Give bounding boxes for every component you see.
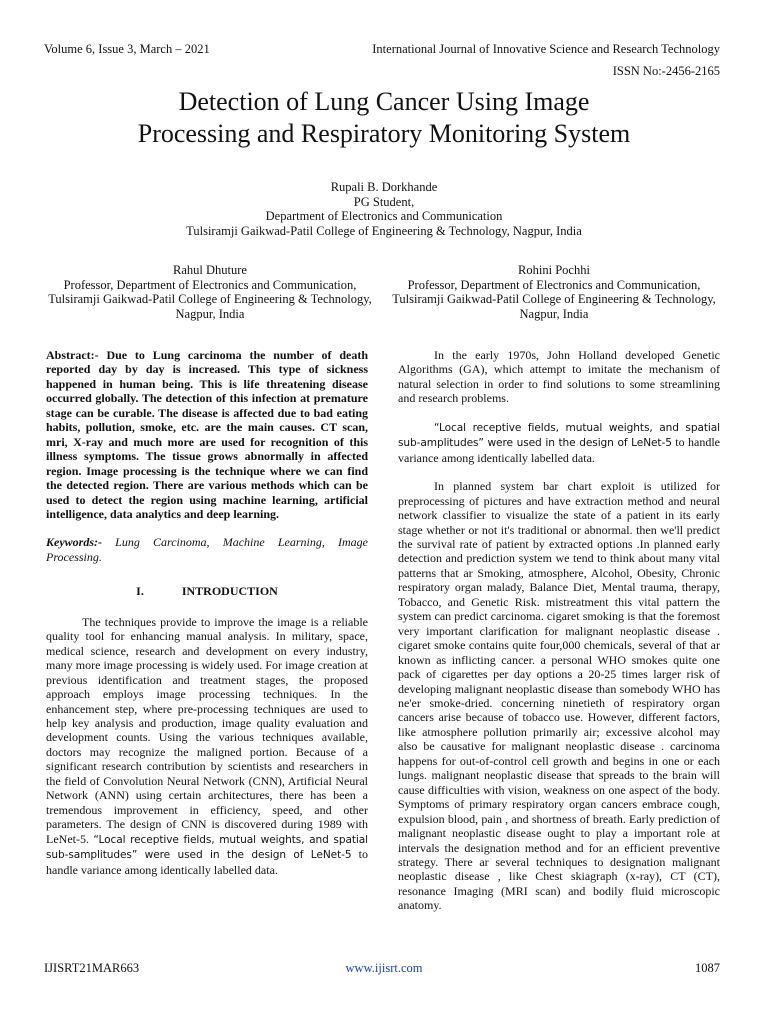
abstract: Abstract:- Due to Lung carcinoma the number of death reported day by day is increased. This type of sickness happened in human being. This is life threatening disease occurred globally. The detection of this infection at premature stage can be curable. The disease is affected due to bad eating habits, pollution, smoke, etc. are the main causes. CT scan, mri, X-ray and much more are used for recognition of this illness symptoms. The tissue grows abnormally in affected region. Image processing is the technique where we can find the detected region. There are various methods which can be used to detect the region using machine learning, artificial intelligence, data analytics and deep learning.	[46, 348, 368, 521]
author-name: Rahul Dhuture	[173, 263, 247, 277]
volume-info: Volume 6, Issue 3, March – 2021	[44, 42, 210, 56]
author-name: Rupali B. Dorkhande	[330, 180, 438, 194]
journal-url[interactable]: www.ijisrt.com	[345, 961, 423, 975]
section-title: INTRODUCTION	[181, 584, 278, 599]
author-name: Rohini Pochhi	[518, 263, 590, 277]
author-dept: Department of Electronics and Communication	[265, 209, 503, 223]
section-heading	[46, 584, 368, 598]
author-city: Nagpur, India	[519, 306, 589, 321]
intro-quote: “Local receptive fields, mutual weights, and spatial sub-samplitudes” were used in the design of LeNet-5	[46, 833, 368, 862]
paragraph-system: In planned system bar chart exploit is utilized for preprocessing of pictures and have extraction method and neural network classifier to visualize the state of a patient in its early stage whether or not it's traditional or abnormal. then we'll predict the survival rate of patient by extracted options .In planned early detection and prediction system we tend to think about many vital patterns that ar Smoking, atmosphere, Alcohol, Obesity, Chronic respiratory organ malady, Balance Diet, Mental trauma, therapy, Tobacco, and Genetic Risk. mistreatment this vital pattern the system can predict carcinoma. cigaret smoking is that the foremost very important clarification for malignant neoplastic disease . cigaret smoke contains quite four,000 chemicals, several of that ar known as inflicting cancer. a personal WHO smokes quite one pack of cigarettes per day options a 20-25 times larger risk of developing malignant neoplastic disease than somebody WHO has ne'er smoke-dried. concerning ninetieth of respiratory organ cancers arise because of tobacco use. However, different factors, like atmosphere pollution primarily air; excessive alcohol may also be causative for malignant neoplastic disease . carcinoma happens for out-of-control cell growth and begins in one or each lungs. malignant neoplastic disease that spreads to the brain will cause difficulties with vision, weakness on one aspect of the body. Symptoms of primary respiratory organ cancers embrace cough, expulsion blood, pain , and shortness of breath. Early prediction of malignant neoplastic disease ought to play a important role at intervals the designation method and for an efficient preventive strategy. There ar several techniques to designation malignant neoplastic disease , like Chest skiagraph (x-ray), CT (CT), resonance Imaging (MRI scan) and bodily fluid microscopic anatomy.	[398, 479, 720, 913]
left-column	[46, 348, 368, 877]
section-number: I.	[136, 584, 144, 599]
page-number: 1087	[695, 961, 720, 975]
keywords	[46, 535, 368, 564]
lenet-quote: “Local receptive fields, mutual weights, and spatial sub-amplitudes” were used in the design of LeNet-5	[398, 421, 720, 450]
author-block-1	[40, 180, 728, 238]
author-college: Tulsiramji Gaikwad-Patil College of Engineering & Technology,	[48, 292, 372, 306]
issn: ISSN No:-2456-2165	[612, 64, 720, 78]
author-college: Tulsiramji Gaikwad-Patil College of Engineering & Technology, Nagpur, India	[186, 223, 582, 238]
author-role: PG Student,	[353, 194, 415, 209]
paper-title	[40, 86, 728, 150]
author-city: Nagpur, India	[175, 306, 245, 321]
keywords-label: Keywords:-	[46, 535, 102, 550]
keywords-text: Lung Carcinoma, Machine Learning, Image Processing.	[46, 535, 369, 564]
journal-name: International Journal of Innovative Science and Research Technology	[372, 42, 720, 56]
lenet-text-end: to handle variance among identically labelled data.	[398, 435, 721, 465]
title-line-2: Processing and Respiratory Monitoring System	[137, 119, 631, 148]
paragraph-ga: In the early 1970s, John Holland developed Genetic Algorithms (GA), which attempt to imitate the mechanism of natural selection in order to find solutions to some streamlining and research problems.	[398, 348, 720, 406]
right-column	[398, 348, 720, 913]
author-college: Tulsiramji Gaikwad-Patil College of Engineering & Technology,	[392, 292, 716, 306]
intro-text-end: to handle variance among identically labelled data.	[46, 847, 368, 877]
author-role: Professor, Department of Electronics and Communication,	[63, 277, 357, 292]
paragraph-lenet	[398, 420, 720, 465]
author-role: Professor, Department of Electronics and Communication,	[407, 277, 701, 292]
paper-id: IJISRT21MAR663	[44, 961, 140, 975]
author-block-3	[384, 263, 724, 321]
intro-text: The techniques provide to improve the image is a reliable quality tool for enhancing manual analysis. In military, space, medical science, research and development on every industry, many more image processing is widely used. For image creation at previous identification and treatment stages, the proposed approach employs image processing techniques. In the enhancement step, where pre-processing techniques are used to help key analysis and production, image quality evaluation and development counts. Using the various techniques available, doctors may recognize the maligned portion. Because of a significant research contribution by scientists and researchers in the field of Convolution Neural Network (CNN), Artificial Neural Network (ANN) using certain architectures, there has been a tremendous improvement in efficiency, speed, and other parameters. The design of CNN is discovered during 1989 with LeNet-5.	[46, 614, 368, 846]
author-block-2	[38, 263, 382, 321]
intro-paragraph	[46, 615, 368, 877]
title-line-1: Detection of Lung Cancer Using Image	[178, 87, 590, 116]
